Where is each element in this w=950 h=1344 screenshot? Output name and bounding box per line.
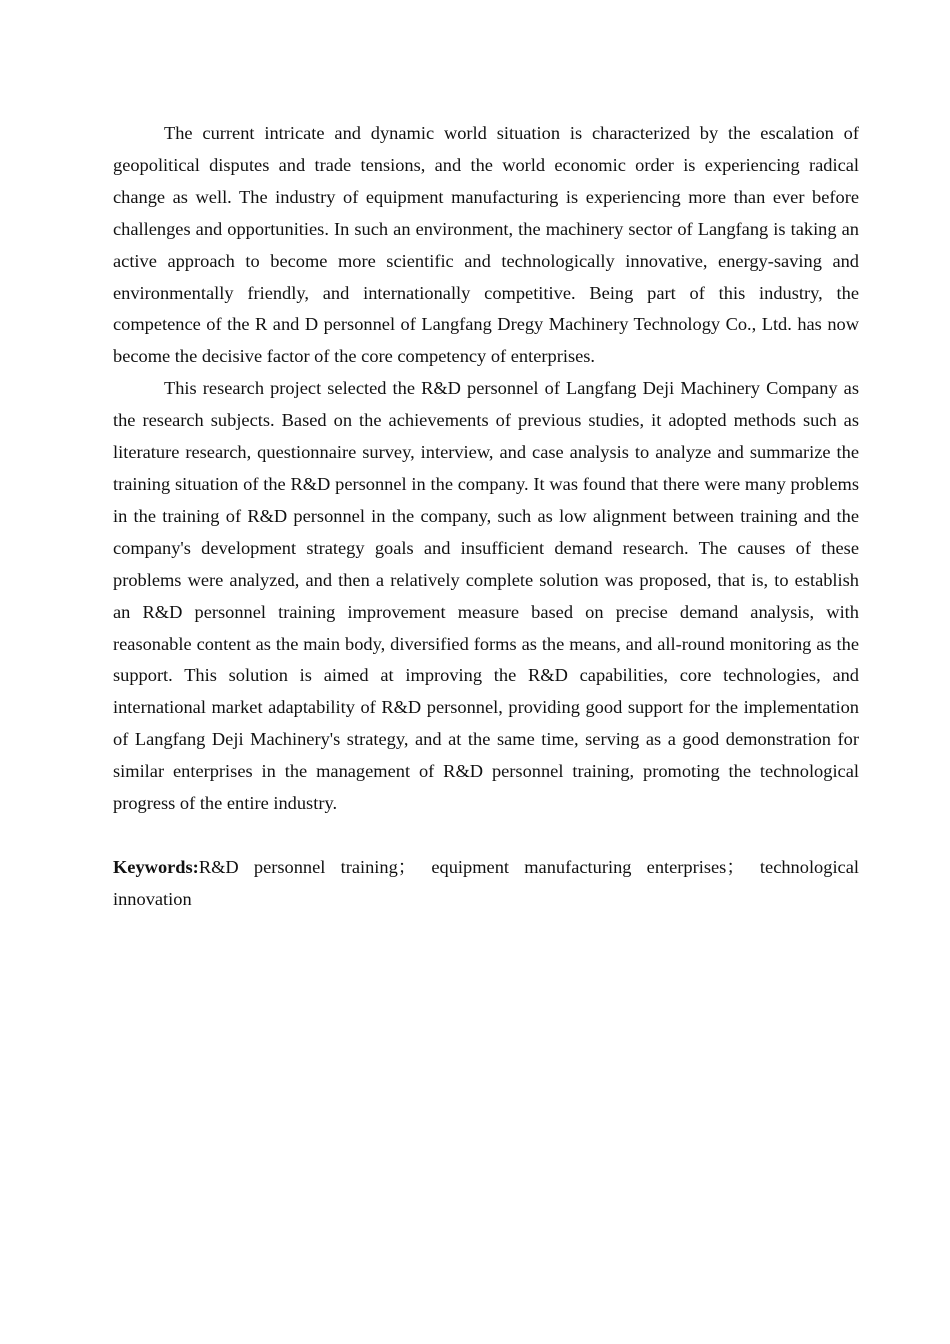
abstract-page bbox=[113, 118, 859, 916]
keywords-text: R&D personnel training； equipment manufacturing enterprises； technological innovation bbox=[113, 856, 859, 909]
keywords-line bbox=[113, 852, 859, 916]
keywords-label: Keywords: bbox=[113, 856, 199, 877]
abstract-paragraph-1: The current intricate and dynamic world situation is characterized by the escalation of geopolitical disputes and trade tensions, and the world economic order is experiencing radical change as well. The industry of equipment manufacturing is experiencing more than ever before challenges and opportunities. In such an environment, the machinery sector of Langfang is taking an active approach to become more scientific and technologically innovative, energy-saving and environmentally friendly, and internationally competitive. Being part of this industry, the competence of the R and D personnel of Langfang Dregy Machinery Technology Co., Ltd. has now become the decisive factor of the core competency of enterprises. bbox=[113, 123, 859, 367]
abstract-paragraph-2: This research project selected the R&D personnel of Langfang Deji Machinery Company as the research subjects. Based on the achievements of previous studies, it adopted methods such as literature research, questionnaire survey, interview, and case analysis to analyze and summarize the training situation of the R&D personnel in the company. It was found that there were many problems in the training of R&D personnel in the company, such as low alignment between training and the company's development strategy goals and insufficient demand research. The causes of these problems were analyzed, and then a relatively complete solution was proposed, that is, to establish an R&D personnel training improvement measure based on precise demand analysis, with reasonable content as the main body, diversified forms as the means, and all-round monitoring as the support. This solution is aimed at improving the R&D capabilities, core technologies, and international market adaptability of R&D personnel, providing good support for the implementation of Langfang Deji Machinery's strategy, and at the same time, serving as a good demonstration for similar enterprises in the management of R&D personnel training, promoting the technological progress of the entire industry. bbox=[113, 378, 859, 814]
